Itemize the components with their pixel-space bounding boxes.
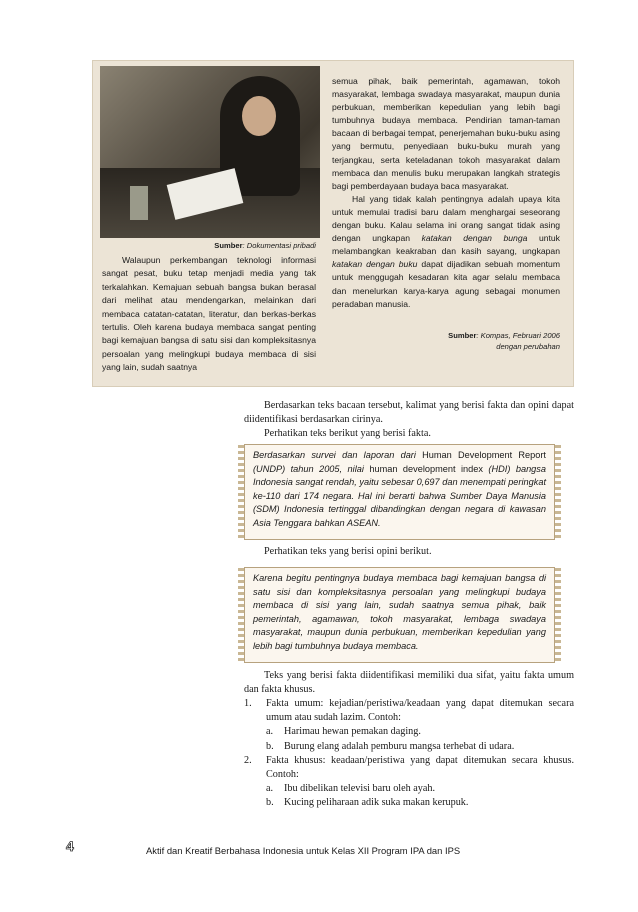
fact-types-list <box>244 697 574 811</box>
reading-photo <box>100 66 320 238</box>
panel-right-text <box>332 75 560 311</box>
list-item: b. Kucing peliharaan adik suka makan kerupuk. <box>266 797 469 809</box>
opinion-box: Karena begitu pentingnya budaya membaca bagi kemajuan bangsa di satu sisi dan kompleksitasnya persoalan yang melingkupi budaya membaca di sisi yang lain, sudah saatnya semua pihak, baik pemerintah, agamawan, tokoh masyarakat, lembaga swadaya masyarakat, maupun dunia perbukuan, memberikan kepedulian yang lebih bagi tumbuhnya budaya membaca. <box>244 567 555 663</box>
fact-types-paragraph: Teks yang berisi fakta diidentifikasi memiliki dua sifat, yaitu fakta umum dan fakta khusus. <box>244 670 574 696</box>
list-item: 1. Fakta umum: kejadian/peristiwa/keadaan yang dapat ditemukan secara umum atau sudah lazim. Contoh: <box>244 698 574 724</box>
list-item: a. Harimau hewan pemakan daging. <box>266 726 421 738</box>
list-item: a. Ibu dibelikan televisi baru oleh ayah. <box>266 783 436 795</box>
panel-right-para-1: semua pihak, baik pemerintah, agamawan, tokoh masyarakat, lembaga swadaya masyarakat, maupun dunia perbukuan, memberikan kepedulian yang lebih bagi tumbuhnya budaya membaca. Pendirian taman-taman bacaan di berbagai tempat, penerjemahan buku-buku asing yang bermutu, penyediaan buku-buku murah yang terjangkau, serta keteladanan tokoh masyarakat dalam membaca dan menulis buku merupakan langkah strategis bagi pemberdayaan budaya baca masyarakat. <box>332 76 560 191</box>
book-title: Aktif dan Kreatif Berbahasa Indonesia untuk Kelas XII Program IPA dan IPS <box>146 845 461 856</box>
photo-caption: Sumber: Dokumentasi pribadi <box>214 241 316 250</box>
list-item: b. Burung elang adalah pemburu mangsa terhebat di udara. <box>266 740 515 752</box>
list-item: 2. Fakta khusus: keadaan/peristiwa yang dapat ditemukan secara khusus. Contoh: <box>244 754 574 781</box>
intro-paragraph: Berdasarkan teks bacaan tersebut, kalimat yang berisi fakta dan opini dapat diidentifikasi berdasarkan cirinya. Perhatikan teks berikut yang berisi fakta. <box>244 400 574 440</box>
panel-left-text: Walaupun perkembangan teknologi informasi sangat pesat, buku tetap menjadi media yang tak terkalahkan. Kemajuan sebuah bangsa bukan berasal dari melihat atau mendengarkan, melainkan dari membaca catatan-catatan, literatur, dan berkas-berkas tertulis. Oleh karena budaya membaca sangat penting bagi kemajuan bangsa di satu sisi dan kompleksitasnya persoalan yang melingkupi budaya membaca di sisi yang lain, sudah saatnya <box>102 255 316 373</box>
fact-box: Berdasarkan survei dan laporan dari Human Development Report (UNDP) tahun 2005, nilai human development index (HDI) bangsa Indonesia sangat rendah, yaitu sebesar 0,697 dan menempati peringkat ke-110 dari 174 negara. Hal ini berarti bahwa Sumber Daya Manusia (SDM) Indonesia tertinggal dibandingkan dengan negara di kawasan Asia Tenggara bahkan ASEAN. <box>244 444 555 540</box>
opinion-intro: Perhatikan teks yang berisi opini berikut. <box>264 546 432 557</box>
panel-source: Sumber: Kompas, Februari 2006 dengan perubahan <box>448 331 560 351</box>
panel-right-para-2: Hal yang tidak kalah pentingnya adalah upaya kita untuk memulai tradisi baru dalam menghargai seseorang dengan buku. Kalau selama ini orang sangat tidak asing dengan ungkapan katakan dengan bunga untuk melambangkan keakraban dan kasih sayang, ungkapan katakan dengan buku dapat dijadikan sebuah momentum untuk menggugah kesadaran kita agar selalu membaca dan menelurkan karya-karya agung sebagai monumen peradaban manusia. <box>332 193 560 309</box>
page-number: 4 <box>66 838 74 854</box>
